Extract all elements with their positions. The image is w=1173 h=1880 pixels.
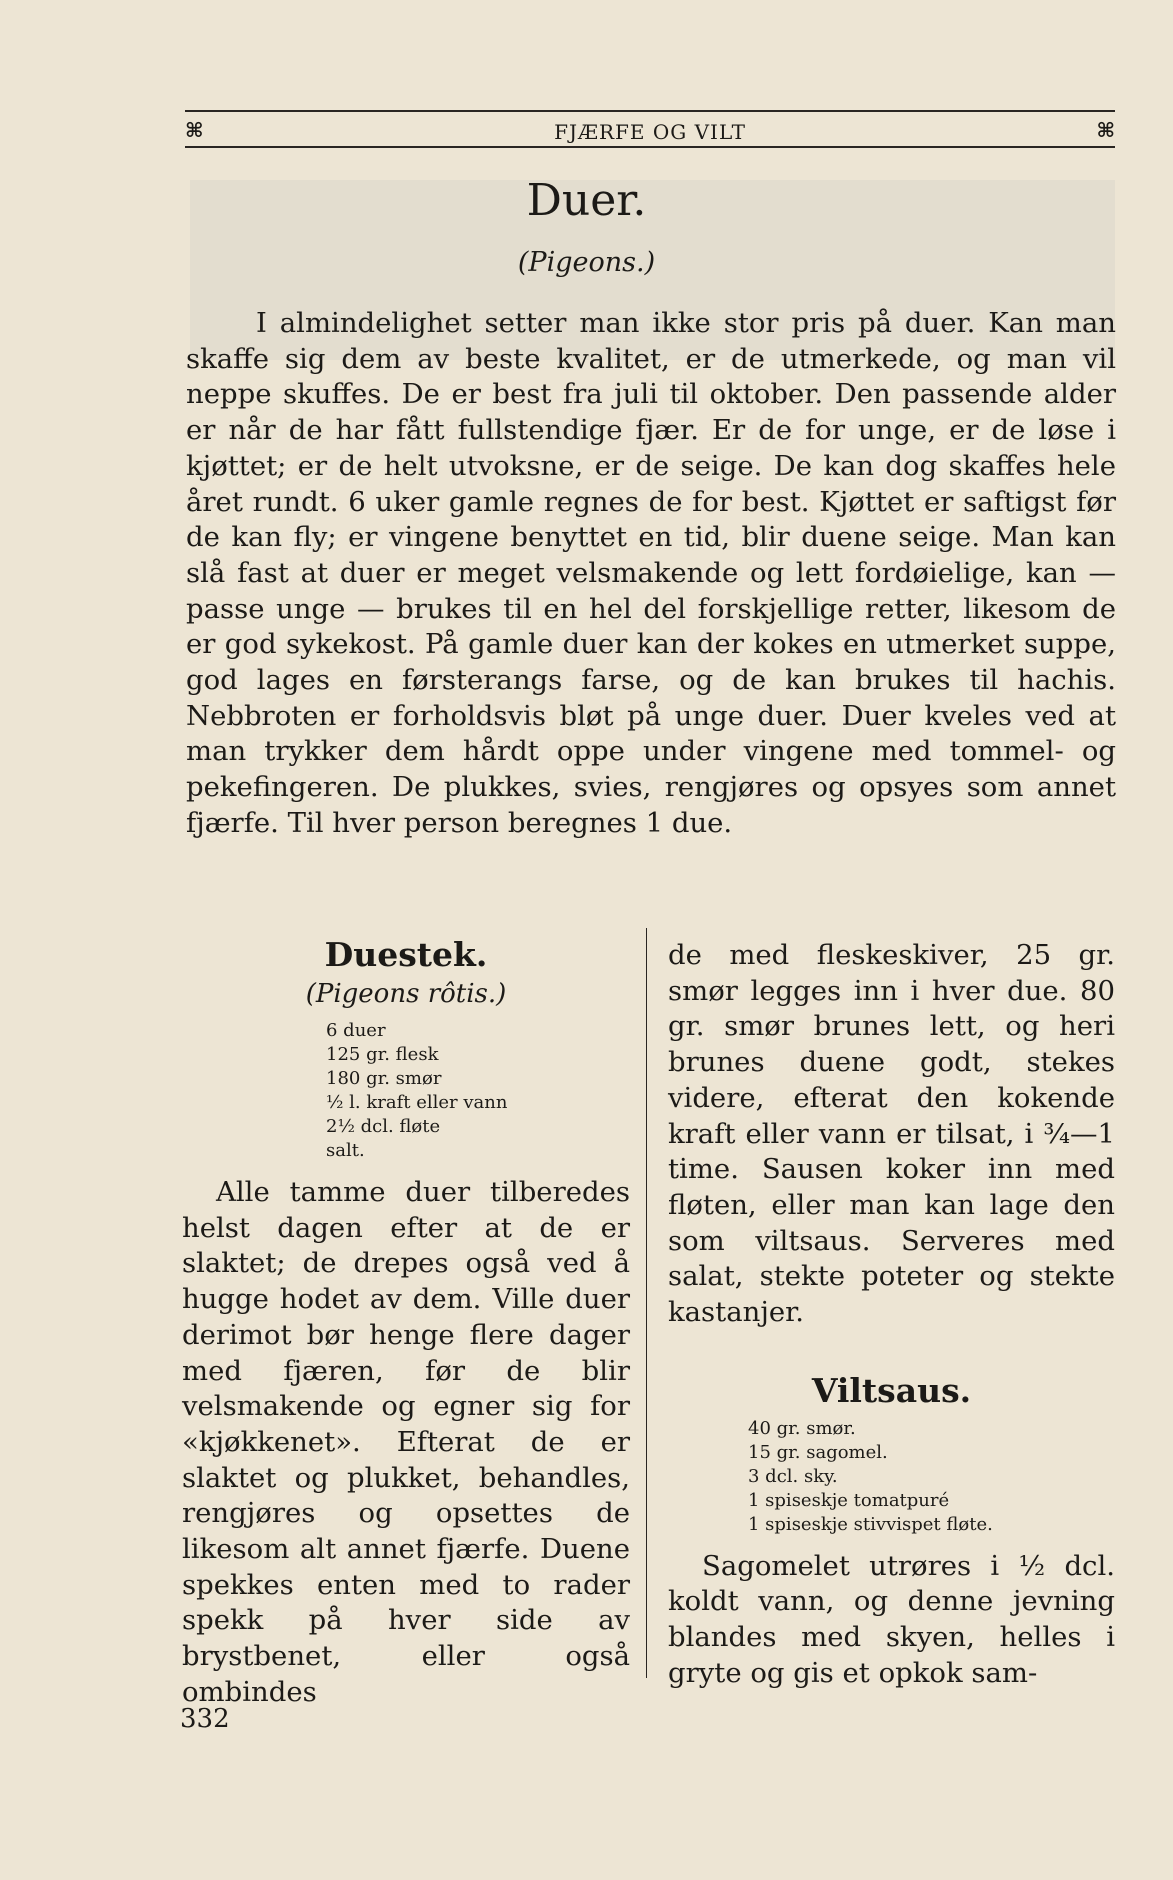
page-number: 332	[180, 1704, 230, 1734]
ingredient-item: 2½ dcl. fløte	[326, 1116, 441, 1137]
recipe-text-viltsaus: Sagomelet utrøres i ½ dcl. koldt vann, og denne jevning blandes med skyen, helles i gryte og gis et opkok sam-	[668, 1549, 1115, 1689]
ornament-left-icon: ⌘	[185, 118, 204, 142]
ingredient-item: salt.	[326, 1140, 365, 1161]
ingredient-item: 180 gr. smør	[326, 1068, 442, 1089]
recipe-text-duestek: Alle tamme duer tilberedes helst dagen efter at de er slaktet; de drepes også ved å hugge hodet av dem. Ville duer derimot bør henge flere dager med fjæren, før de blir velsmakende og egner sig for «kjøkkenet». Efterat de er slaktet og plukket, behandles, rengjøres og opsettes de likesom alt annet fjærfe. Duene spekkes enten med to rader spekk på hver side av brystbenet, eller også ombindes	[182, 1176, 630, 1708]
ornament-right-icon: ⌘	[1096, 118, 1115, 142]
ingredient-item: 3 dcl. sky.	[748, 1465, 838, 1487]
ingredient-list-duestek	[326, 1019, 630, 1163]
ingredient-item: ½ l. kraft eller vann	[326, 1092, 508, 1113]
ingredient-list-viltsaus	[748, 1417, 1115, 1537]
intro-paragraph: I almindelighet setter man ikke stor pris på duer. Kan man skaffe sig dem av beste kvalitet, er de utmerkede, og man vil neppe skuffes. De er best fra juli til oktober. Den passende alder er når de har fått fullstendige fjær. Er de for unge, er de løse i kjøttet; er de helt utvoksne, er de seige. De kan dog skaffes hele året rundt. 6 uker gamle regnes de for best. Kjøttet er saftigst før de kan fly; er vingene benyttet en tid, blir duene seige. Man kan slå fast at duer er meget velsmakende og lett fordøielige, kan — passe unge — brukes til en hel del forskjellige retter, likesom de er god sykekost. På gamle duer kan der kokes en utmerket suppe, god lages en førsterangs farse, og de kan brukes til hachis. Nebbroten er forholdsvis bløt på unge duer. Duer kveles ved at man trykker dem hårdt oppe under vingene med tommel- og pekefingeren. De plukkes, svies, rengjøres og opsyes som annet fjærfe. Til hver person beregnes 1 due.	[186, 307, 1116, 839]
header-rule-top	[185, 110, 1115, 112]
recipe-title-duestek: Duestek.	[324, 935, 488, 974]
running-header	[185, 110, 1115, 148]
chapter-title: Duer.	[526, 175, 647, 226]
ingredient-item: 40 gr. smør.	[748, 1417, 856, 1439]
ingredient-item: 125 gr. flesk	[326, 1044, 439, 1065]
left-column	[182, 935, 630, 1711]
right-column	[668, 938, 1115, 1692]
running-title: FJÆRFE OG VILT	[554, 120, 746, 144]
ingredient-item: 1 spiseskje stivvispet fløte.	[748, 1513, 993, 1535]
ingredient-item: 1 spiseskje tomatpuré	[748, 1489, 950, 1511]
ingredient-item: 6 duer	[326, 1020, 386, 1041]
recipe-text-duestek-continued: de med fleskeskiver, 25 gr. smør legges inn i hver due. 80 gr. smør brunes lett, og heri brunes duene godt, stekes videre, efterat den kokende kraft eller vann er tilsat, i ¾—1 time. Sausen koker inn med fløten, eller man kan lage den som viltsaus. Serveres med salat, stekte poteter og stekte kastanjer.	[668, 939, 1115, 1329]
ingredient-item: 15 gr. sagomel.	[748, 1441, 888, 1463]
column-divider	[646, 928, 647, 1678]
header-rule-bottom	[185, 146, 1115, 148]
recipe-title-viltsaus: Viltsaus.	[811, 1370, 972, 1410]
recipe-subtitle-duestek: (Pigeons rôtis.)	[305, 979, 507, 1009]
chapter-subtitle: (Pigeons.)	[517, 247, 656, 278]
